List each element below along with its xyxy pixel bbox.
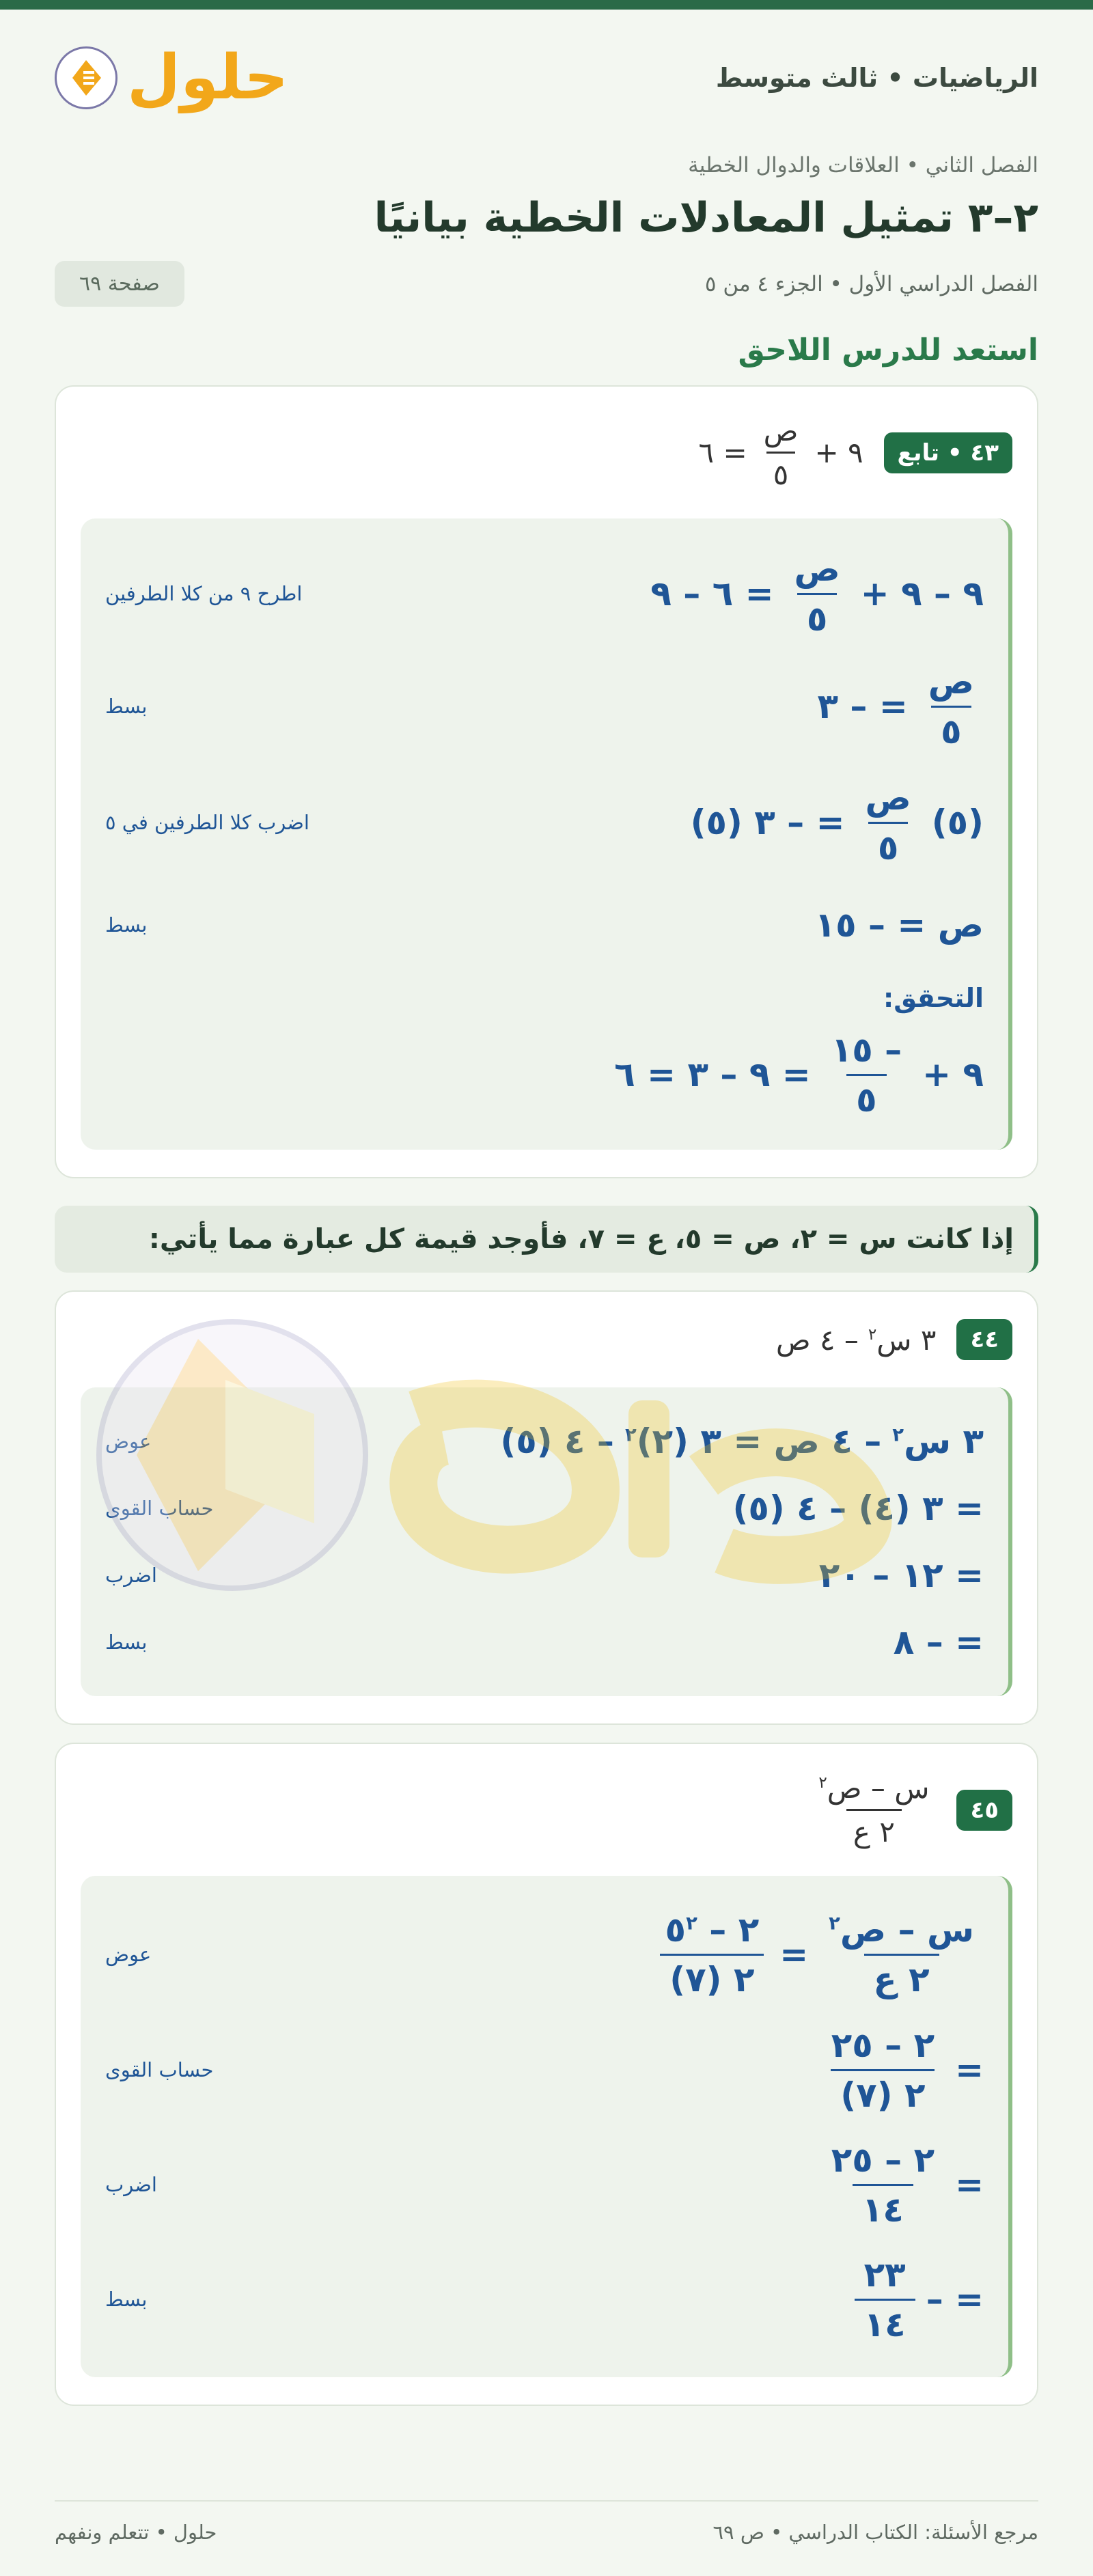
step-left: (٥)	[931, 803, 984, 842]
step-math	[614, 1030, 984, 1120]
fraction	[757, 414, 805, 491]
solution-box	[81, 518, 1012, 1150]
step-right: = – ٣	[817, 687, 908, 726]
question-card-45	[55, 1743, 1038, 2406]
step-math	[855, 2255, 984, 2344]
expr-prefix: ٩ +	[814, 436, 863, 469]
step-note: حساب القوى	[105, 1497, 214, 1520]
fraction-denominator: ١٤	[853, 2184, 913, 2230]
page	[0, 10, 1093, 2406]
step-math: ص = – ١٥	[814, 905, 984, 945]
footer-source: مرجع الأسئلة: الكتاب الدراسي • ص ٦٩	[712, 2521, 1038, 2544]
solution-step	[105, 1542, 984, 1609]
fraction-denominator: ٥	[868, 822, 909, 868]
step-math	[650, 549, 984, 639]
question-header	[81, 414, 1012, 491]
step-math: = ٣ (٤) – ٤ (٥)	[732, 1488, 984, 1528]
step-math: = – ٨	[893, 1622, 984, 1662]
solution-step	[105, 1408, 984, 1475]
lesson-title: ٢–٣ تمثيل المعادلات الخطية بيانيًا	[374, 194, 1038, 242]
fraction-denominator: ٥	[931, 706, 971, 751]
fraction-denominator: ٢ (٧)	[660, 1954, 764, 1999]
fraction-numerator: ص	[794, 549, 840, 589]
step-note: بسط	[105, 913, 148, 937]
fraction	[855, 778, 920, 868]
equals-sign: =	[779, 1935, 809, 1974]
question-card-44	[55, 1290, 1038, 1725]
solution-step	[105, 539, 984, 648]
step-note: عوض	[105, 1943, 152, 1966]
question-expression	[812, 1771, 936, 1848]
instruction-banner: إذا كانت س = ٢، ص = ٥، ع = ٧، فأوجد قيمة كل عبارة مما يأتي:	[55, 1206, 1038, 1273]
step-note: اطرح ٩ من كلا الطرفين	[105, 582, 303, 605]
fraction	[822, 2025, 944, 2115]
step-right: = ٦ – ٩	[650, 574, 774, 613]
question-header	[81, 1771, 1012, 1848]
step-note: حساب القوى	[105, 2058, 214, 2081]
step-left: ٩ – ٩ +	[860, 574, 984, 613]
step-math	[691, 778, 984, 868]
solution-step	[105, 1896, 984, 2012]
solution-step	[105, 648, 984, 764]
fraction	[785, 549, 850, 639]
solution-step	[105, 2127, 984, 2242]
question-number-badge: ٤٤	[956, 1319, 1012, 1360]
solution-step	[105, 881, 984, 969]
fraction	[822, 2140, 944, 2230]
solution-step	[105, 2242, 984, 2357]
equals-sign: =	[955, 2165, 984, 2204]
question-card-43	[55, 385, 1038, 1178]
step-note: اضرب	[105, 2173, 157, 2196]
step-right: = ٩ – ٣ = ٦	[614, 1055, 811, 1094]
step-left: ٩ +	[922, 1055, 984, 1094]
solution-box	[81, 1387, 1012, 1696]
solution-box	[81, 1876, 1012, 2377]
question-expression	[699, 414, 863, 491]
fraction-denominator: ٢ (٧)	[831, 2069, 935, 2115]
subject-label: الرياضيات • ثالث متوسط	[715, 63, 1038, 93]
solution-step	[105, 2012, 984, 2127]
fraction	[656, 1910, 769, 1999]
lesson-meta: الفصل الدراسي الأول • الجزء ٤ من ٥	[704, 271, 1038, 296]
footer-brand: حلول • تتعلم ونفهم	[55, 2521, 217, 2544]
meta-row	[55, 261, 1038, 307]
step-math: = ١٢ – ٢٠	[818, 1555, 984, 1595]
fraction-denominator: ١٤	[855, 2299, 915, 2344]
check-label: التحقق:	[883, 983, 984, 1013]
step-math	[817, 662, 984, 751]
step-math: ٣ س$^٢$ – ٤ ص = ٣ (٢)$^٢$ – ٤ (٥)	[500, 1422, 984, 1461]
question-number-badge: ٤٥	[956, 1790, 1012, 1831]
fraction	[812, 1771, 936, 1848]
fraction-numerator: ص	[763, 414, 799, 447]
fraction-denominator: ٥	[766, 452, 796, 491]
fraction-denominator: ٥	[797, 593, 838, 639]
fraction-numerator: – ١٥	[831, 1029, 902, 1070]
expr-part-b: – ٤ ص	[775, 1322, 859, 1357]
step-right: = – ٣ (٥)	[690, 803, 845, 842]
fraction-numerator: ص	[865, 777, 911, 818]
step-math	[656, 1910, 984, 1999]
expr-part-a: ٣ س$^٢$	[868, 1322, 937, 1357]
question-number-badge: ٤٣ • تابع	[884, 432, 1012, 473]
page-badge: صفحة ٦٩	[55, 261, 184, 307]
fraction-numerator: ٢ – $٥^٢$	[665, 1909, 760, 1950]
fraction	[919, 662, 984, 751]
top-accent-bar	[0, 0, 1093, 10]
fraction-numerator: س – ص$^٢$	[829, 1909, 974, 1950]
fraction-numerator: ص	[928, 661, 974, 702]
equals-sign: =	[955, 2050, 984, 2090]
section-title: استعد للدرس اللاحق	[738, 333, 1038, 368]
step-note: اضرب كلا الطرفين في ٥	[105, 811, 309, 834]
fraction	[855, 2255, 915, 2344]
logo-seal-icon	[55, 46, 117, 109]
fraction-denominator: ٥	[846, 1074, 887, 1120]
fraction-numerator: ٢٣	[863, 2254, 906, 2295]
fraction	[822, 1030, 911, 1120]
logo	[55, 42, 289, 113]
fraction-numerator: ٢ – ٢٥	[831, 2025, 935, 2065]
solution-step	[105, 1609, 984, 1676]
fraction-denominator: ٢ ع	[846, 1809, 902, 1848]
step-note: بسط	[105, 1631, 148, 1654]
fraction	[819, 1910, 984, 1999]
footer	[55, 2500, 1038, 2544]
breadcrumb: الفصل الثاني • العلاقات والدوال الخطية	[688, 153, 1038, 178]
logo-wordmark: حلول	[127, 42, 289, 113]
equals-sign: = –	[926, 2280, 984, 2319]
expr-suffix: = ٦	[698, 436, 747, 469]
check-step	[105, 1020, 984, 1129]
step-math	[822, 2140, 984, 2230]
solution-step	[105, 764, 984, 881]
header	[55, 10, 1038, 146]
question-expression	[776, 1323, 937, 1357]
step-note: بسط	[105, 695, 148, 718]
solution-step	[105, 1475, 984, 1542]
fraction-numerator: ٢ – ٢٥	[831, 2139, 935, 2180]
fraction-numerator: س – ص$^٢$	[818, 1771, 930, 1805]
step-note: اضرب	[105, 1564, 157, 1587]
step-note: عوض	[105, 1430, 152, 1453]
step-note: بسط	[105, 2288, 148, 2311]
step-math	[822, 2025, 984, 2115]
fraction-denominator: ٢ ع	[864, 1954, 939, 1999]
question-header	[81, 1319, 1012, 1360]
